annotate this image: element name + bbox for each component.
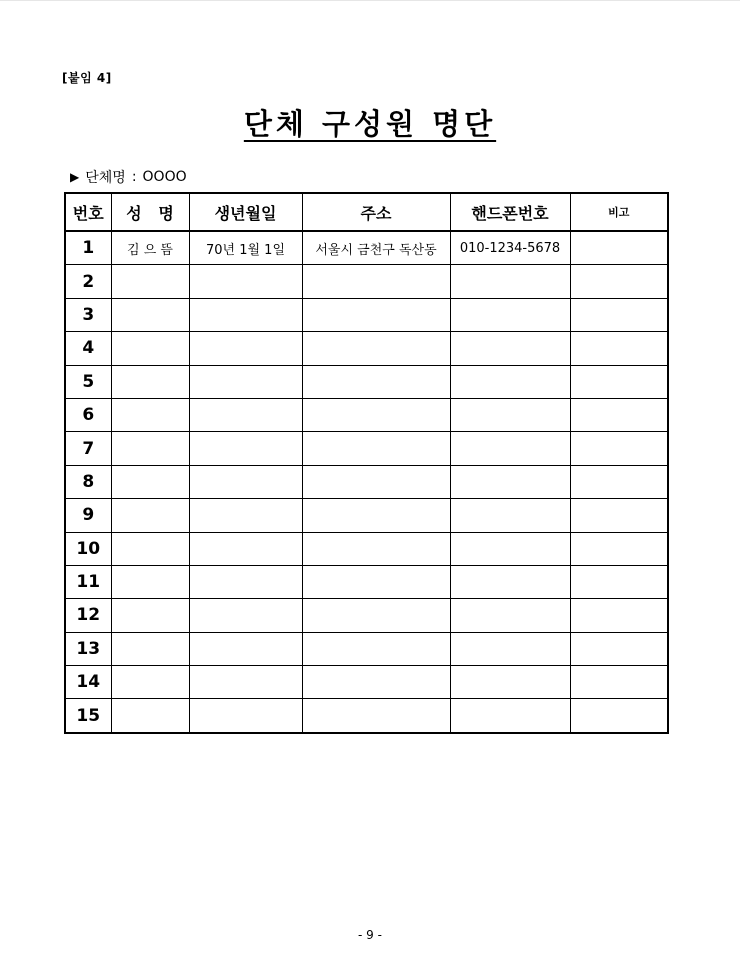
note-cell [570, 499, 668, 532]
name-cell [111, 565, 189, 598]
table-header-row [65, 193, 668, 231]
name-cell [111, 499, 189, 532]
phone-cell [450, 298, 570, 331]
table-row [65, 332, 668, 365]
birthdate-cell [189, 666, 302, 699]
birthdate-cell [189, 532, 302, 565]
birthdate-cell [189, 465, 302, 498]
phone-cell [450, 398, 570, 431]
name-cell [111, 298, 189, 331]
row-number-cell: 1 [65, 231, 111, 265]
name-cell: 김 으 뜸 [111, 231, 189, 265]
note-cell [570, 298, 668, 331]
table-row [65, 231, 668, 265]
name-cell [111, 465, 189, 498]
phone-cell [450, 565, 570, 598]
phone-cell [450, 666, 570, 699]
phone-cell [450, 265, 570, 298]
birthdate-cell [189, 599, 302, 632]
note-cell [570, 398, 668, 431]
table-row [65, 432, 668, 465]
row-number-cell: 10 [65, 532, 111, 565]
note-cell [570, 632, 668, 665]
note-cell [570, 565, 668, 598]
row-number-cell: 15 [65, 699, 111, 733]
name-cell [111, 432, 189, 465]
table-row [65, 265, 668, 298]
table-row [65, 565, 668, 598]
birthdate-cell [189, 632, 302, 665]
birthdate-cell: 70년 1월 1일 [189, 231, 302, 265]
address-cell [302, 332, 450, 365]
page-number: - 9 - [358, 928, 382, 942]
birthdate-cell [189, 298, 302, 331]
note-cell [570, 465, 668, 498]
name-cell [111, 532, 189, 565]
address-cell [302, 298, 450, 331]
phone-cell [450, 532, 570, 565]
group-name-value: OOOO [142, 169, 187, 185]
triangle-bullet-icon: ▶ [70, 170, 80, 184]
phone-cell [450, 432, 570, 465]
row-number-cell: 5 [65, 365, 111, 398]
name-cell [111, 632, 189, 665]
row-number-cell: 6 [65, 398, 111, 431]
name-cell [111, 599, 189, 632]
row-number-cell: 14 [65, 666, 111, 699]
row-number-cell: 13 [65, 632, 111, 665]
row-number-cell: 3 [65, 298, 111, 331]
row-number-cell: 2 [65, 265, 111, 298]
member-roster-table [64, 192, 669, 734]
phone-cell [450, 499, 570, 532]
table-row [65, 298, 668, 331]
birthdate-cell [189, 499, 302, 532]
name-cell [111, 265, 189, 298]
birthdate-cell [189, 265, 302, 298]
note-cell [570, 265, 668, 298]
phone-cell [450, 632, 570, 665]
address-cell [302, 365, 450, 398]
address-cell [302, 632, 450, 665]
birthdate-cell [189, 699, 302, 733]
table-row [65, 365, 668, 398]
header-address: 주소 [302, 193, 450, 231]
header-birthdate: 생년월일 [189, 193, 302, 231]
table-row [65, 465, 668, 498]
page-top-border [0, 0, 740, 1]
note-cell [570, 365, 668, 398]
table-row [65, 398, 668, 431]
birthdate-cell [189, 565, 302, 598]
row-number-cell: 9 [65, 499, 111, 532]
header-number: 번호 [65, 193, 111, 231]
name-cell [111, 699, 189, 733]
name-cell [111, 365, 189, 398]
row-number-cell: 4 [65, 332, 111, 365]
address-cell [302, 432, 450, 465]
group-name-label: 단체명 [85, 170, 126, 186]
table-row [65, 499, 668, 532]
row-number-cell: 11 [65, 565, 111, 598]
header-phone: 핸드폰번호 [450, 193, 570, 231]
address-cell: 서울시 금천구 독산동 [302, 231, 450, 265]
note-cell [570, 231, 668, 265]
table-row [65, 599, 668, 632]
name-cell [111, 666, 189, 699]
group-name-line [70, 167, 187, 187]
row-number-cell: 7 [65, 432, 111, 465]
note-cell [570, 432, 668, 465]
address-cell [302, 532, 450, 565]
birthdate-cell [189, 365, 302, 398]
note-cell [570, 699, 668, 733]
row-number-cell: 8 [65, 465, 111, 498]
row-number-cell: 12 [65, 599, 111, 632]
name-cell [111, 332, 189, 365]
address-cell [302, 599, 450, 632]
header-note: 비고 [570, 193, 668, 231]
address-cell [302, 666, 450, 699]
birthdate-cell [189, 432, 302, 465]
phone-cell [450, 599, 570, 632]
document-title: 단체 구성원 명단 [243, 107, 497, 141]
note-cell [570, 599, 668, 632]
table-row [65, 666, 668, 699]
address-cell [302, 699, 450, 733]
group-name-separator: : [131, 169, 137, 185]
phone-cell [450, 699, 570, 733]
address-cell [302, 265, 450, 298]
address-cell [302, 565, 450, 598]
table-body [65, 231, 668, 733]
phone-cell [450, 332, 570, 365]
name-cell [111, 398, 189, 431]
note-cell [570, 532, 668, 565]
phone-cell [450, 365, 570, 398]
address-cell [302, 465, 450, 498]
header-name: 성 명 [111, 193, 189, 231]
table-row [65, 532, 668, 565]
document-title-wrap [0, 102, 740, 143]
address-cell [302, 499, 450, 532]
attachment-label: [붙임 4] [62, 71, 112, 85]
birthdate-cell [189, 398, 302, 431]
table-row [65, 632, 668, 665]
note-cell [570, 332, 668, 365]
phone-cell [450, 465, 570, 498]
table-row [65, 699, 668, 733]
note-cell [570, 666, 668, 699]
phone-cell: 010-1234-5678 [450, 231, 570, 265]
address-cell [302, 398, 450, 431]
birthdate-cell [189, 332, 302, 365]
